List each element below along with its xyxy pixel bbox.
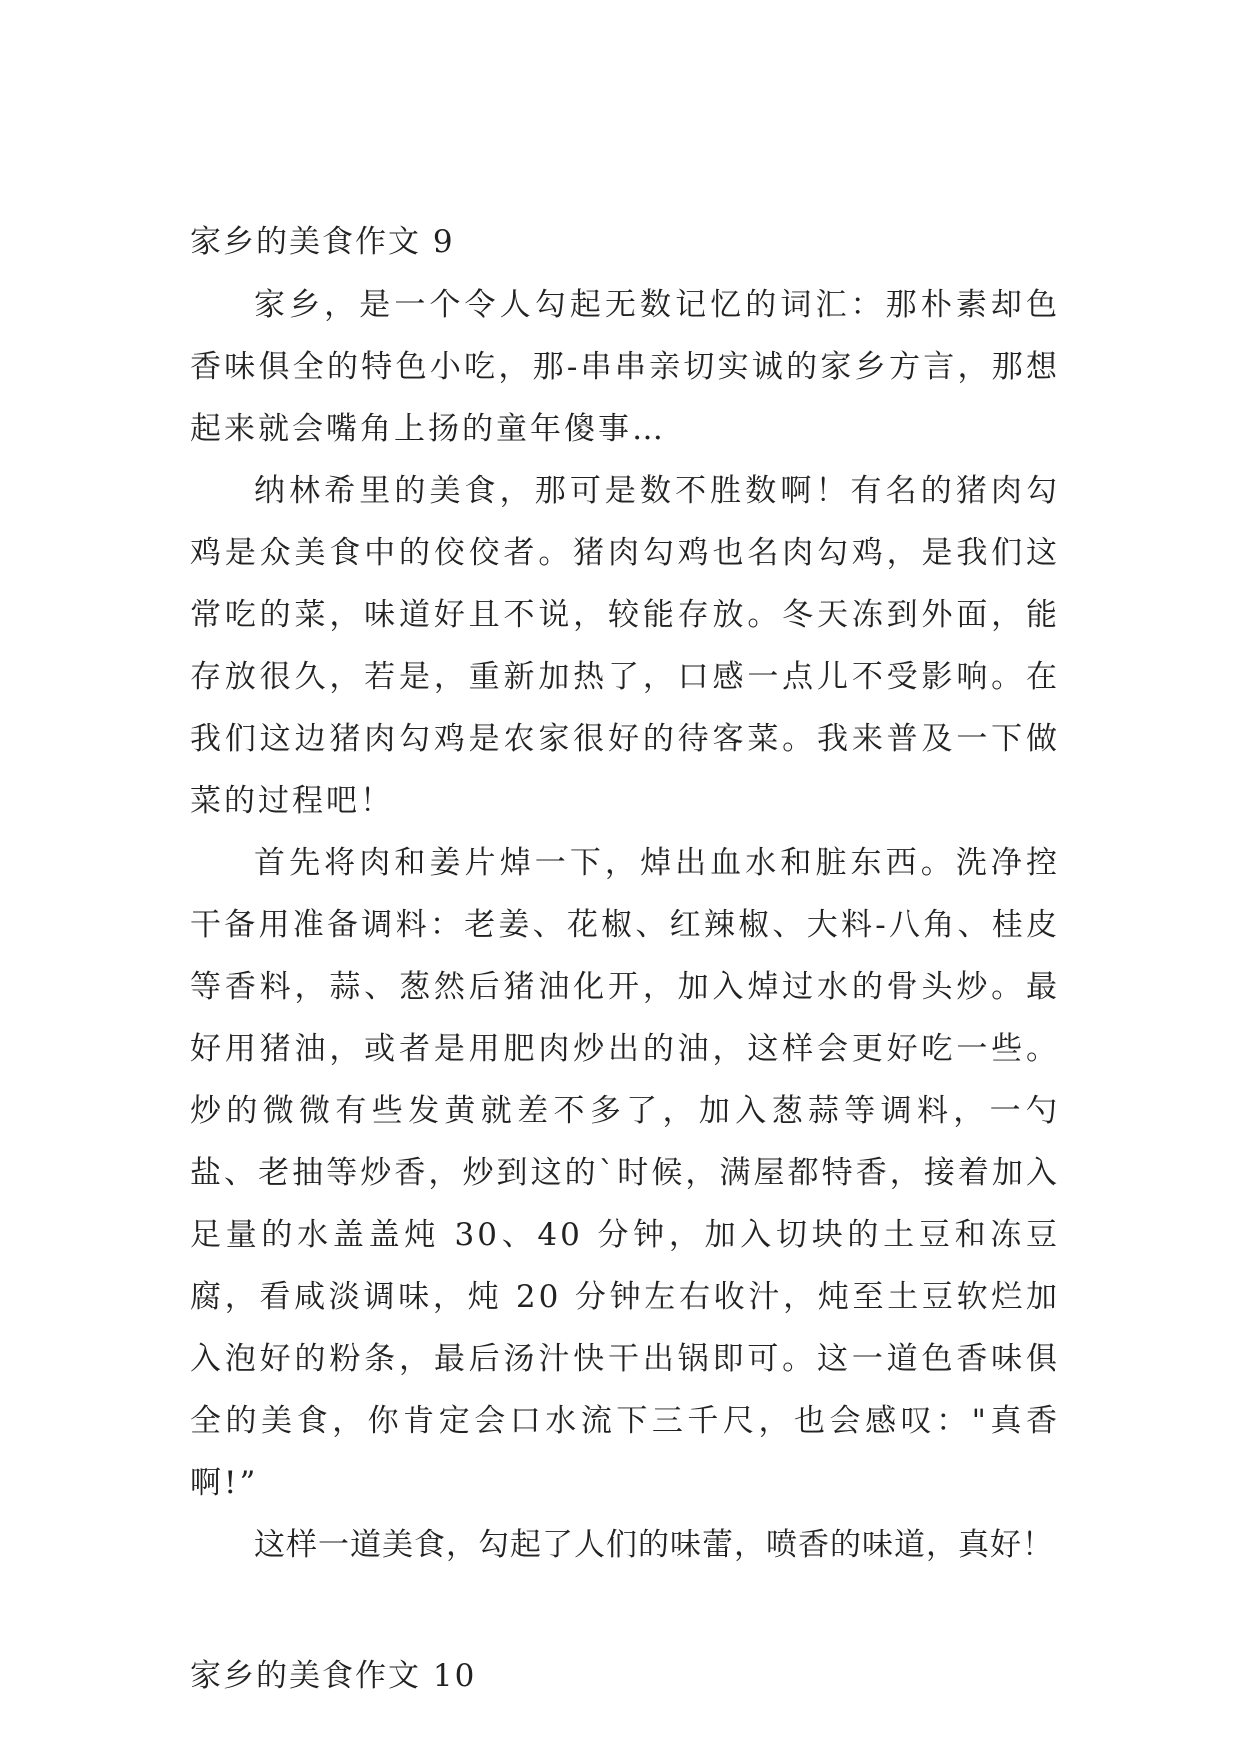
document-page: [190, 222, 1060, 1696]
paragraph: 这样一道美食，勾起了人们的味蕾，喷香的味道，真好！: [254, 1527, 1054, 1563]
paragraph: 首先将肉和姜片焯一下，焯出血水和脏东西。洗净控干备用准备调料：老姜、花椒、红辣椒、大料-八角、桂皮等香料，蒜、葱然后猪油化开，加入焯过水的骨头炒。最好用猪油，或者是用肥肉炒出的油，这样会更好吃一些。炒的微微有些发黄就差不多了，加入葱蒜等调料，一勺盐、老抽等炒香，炒到这的`时候，满屋都特香，接着加入足量的水盖盖炖 30、40 分钟，加入切块的土豆和冻豆腐，看咸淡调味，炖 20 分钟左右收汁，炖至土豆软烂加入泡好的粉条，最后汤汁快干出锅即可。这一道色香味俱全的美食，你肯定会口水流下三千尺，也会感叹："真香啊!”: [190, 845, 1060, 1501]
paragraph: 纳林希里的美食，那可是数不胜数啊！有名的猪肉勾鸡是众美食中的佼佼者。猪肉勾鸡也名肉勾鸡，是我们这常吃的菜，味道好且不说，较能存放。冬天冻到外面，能存放很久，若是，重新加热了，口感一点儿不受影响。在我们这边猪肉勾鸡是农家很好的待客菜。我来普及一下做菜的过程吧！: [190, 473, 1060, 819]
section-title: 家乡的美食作文 9: [190, 224, 455, 260]
paragraph: 家乡，是一个令人勾起无数记忆的词汇：那朴素却色香味俱全的特色小吃，那-串串亲切实诚的家乡方言，那想起来就会嘴角上扬的童年傻事…: [190, 287, 1060, 447]
section-title: 家乡的美食作文 10: [190, 1658, 477, 1694]
